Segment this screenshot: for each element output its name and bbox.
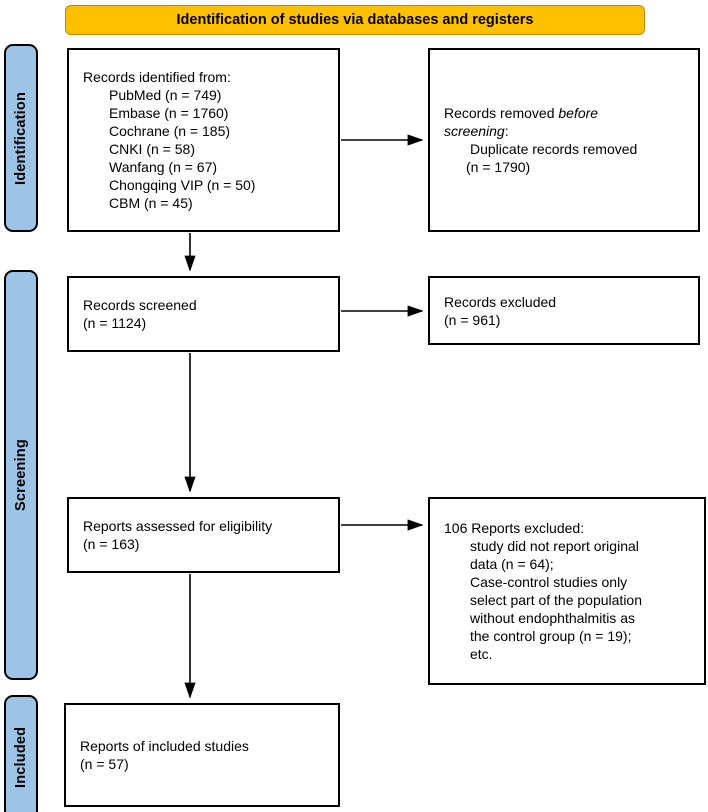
exclusion-reason-line: the control group (n = 19); bbox=[470, 628, 632, 644]
exclusion-reason-line: Case-control studies only bbox=[470, 574, 628, 590]
source-cbm: CBM (n = 45) bbox=[109, 195, 193, 211]
source-chongqing-vip: Chongqing VIP (n = 50) bbox=[109, 177, 256, 193]
exclusion-reason-line: without endophthalmitis as bbox=[470, 610, 635, 626]
duplicates-removed-label: Duplicate records removed bbox=[470, 141, 638, 157]
box-records-identified bbox=[67, 48, 340, 232]
box-reports-assessed bbox=[67, 497, 340, 573]
stage-included-label: Included bbox=[13, 726, 29, 789]
stage-screening bbox=[4, 270, 38, 680]
reports-assessed-count: (n = 163) bbox=[83, 536, 140, 552]
source-wanfang: Wanfang (n = 67) bbox=[109, 159, 218, 175]
source-cochrane: Cochrane (n = 185) bbox=[109, 123, 231, 139]
exclusion-reason-line: etc. bbox=[470, 646, 493, 662]
stage-identification-label: Identification bbox=[13, 91, 29, 185]
box-records-screened bbox=[67, 276, 340, 352]
stage-included bbox=[4, 695, 38, 812]
included-studies-count: (n = 57) bbox=[80, 756, 129, 772]
records-screened-count: (n = 1124) bbox=[83, 315, 147, 331]
stage-identification bbox=[4, 44, 38, 232]
box-records-removed bbox=[428, 48, 700, 232]
records-removed-line1: Records removed before bbox=[444, 105, 599, 121]
records-screened-label: Records screened bbox=[83, 297, 197, 313]
box-included-studies bbox=[64, 703, 340, 807]
source-pubmed: PubMed (n = 749) bbox=[109, 87, 222, 103]
exclusion-reason-line: select part of the population bbox=[470, 592, 643, 608]
exclusion-reason-line: data (n = 64); bbox=[470, 556, 554, 572]
source-cnki: CNKI (n = 58) bbox=[109, 141, 195, 157]
box-records-excluded bbox=[428, 276, 700, 345]
records-excluded-count: (n = 961) bbox=[444, 311, 501, 328]
records-removed-line2: screening: bbox=[444, 123, 509, 139]
box-reports-excluded bbox=[428, 497, 706, 685]
exclusion-reason-line: study did not report original bbox=[470, 538, 639, 554]
records-excluded-label: Records excluded bbox=[444, 293, 557, 310]
included-studies-label: Reports of included studies bbox=[80, 738, 249, 754]
reports-excluded-title: 106 Reports excluded: bbox=[444, 520, 585, 536]
stage-screening-label: Screening bbox=[13, 439, 29, 511]
reports-assessed-label: Reports assessed for eligibility bbox=[83, 518, 273, 534]
diagram-header-label: Identification of studies via databases and registers bbox=[176, 12, 534, 28]
source-embase: Embase (n = 1760) bbox=[109, 105, 229, 121]
diagram-header bbox=[65, 5, 645, 35]
records-identified-title: Records identified from: bbox=[83, 69, 231, 85]
duplicates-removed-count: (n = 1790) bbox=[466, 159, 531, 175]
